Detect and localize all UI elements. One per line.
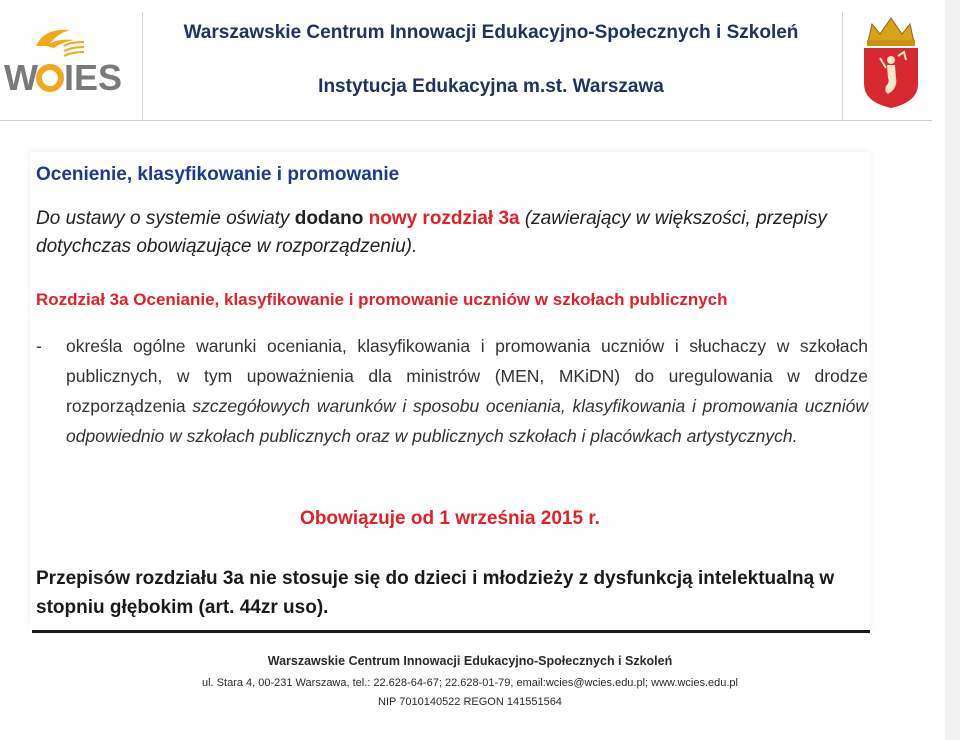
chapter-heading: Rozdział 3a Ocenianie, klasyfikowanie i promowanie uczniów w szkołach publicznych [36, 290, 728, 309]
exemption-note: Przepisów rozdziału 3a nie stosuje się do dzieci i młodzieży z dysfunkcją intelektualną w stopniu głębokim (art. 44zr uso). [36, 568, 835, 618]
footer-divider [32, 630, 870, 633]
bullet-text [66, 331, 868, 451]
bullet-item [36, 331, 868, 451]
section-heading: Ocenienie, klasyfikowanie i promowanie [36, 164, 400, 185]
header-divider-left [142, 12, 143, 120]
bullet-dash: - [36, 336, 42, 356]
intro-part-4: nowy rozdział 3a [368, 208, 520, 229]
bullet-text-italic: szczegółowych warunków i sposobu oceniania, klasyfikowania i promowania uczniów odpowiednio w szkołach publicznych oraz w publicznych szkołach i placówkach artystycznych. [66, 396, 868, 446]
warsaw-coat-of-arms-icon [858, 12, 924, 110]
intro-paragraph [36, 205, 866, 261]
header-divider-bottom [0, 120, 932, 121]
header-title: Warszawskie Centrum Innowacji Edukacyjno-Społecznych i Szkoleń [183, 22, 799, 43]
intro-part-2: ustawy o systemie oświaty [65, 208, 290, 229]
intro-part-1: Do [36, 208, 66, 229]
intro-part-3: dodano [289, 208, 369, 229]
footer-contact: ul. Stara 4, 00-231 Warszawa, tel.: 22.628-64-67; 22.628-01-79, email:wcies@wcies.edu.pl; www.wcies.edu.pl [202, 677, 738, 689]
svg-text:W: W [4, 57, 38, 98]
header-divider-right [842, 12, 843, 120]
svg-text:IES: IES [64, 57, 123, 98]
footer-ids: NIP 7010140522 REGON 141551564 [378, 696, 562, 708]
footer-organization: Warszawskie Centrum Innowacji Edukacyjno-Społecznych i Szkoleń [267, 654, 673, 668]
right-edge-strip [945, 0, 960, 740]
effective-date: Obowiązuje od 1 września 2015 r. [300, 508, 600, 529]
intro-part-5: (zawierający w większości, przepisy dotychczas obowiązujące w rozporządzeniu). [36, 208, 827, 257]
header-subtitle: Instytucja Edukacyjna m.st. Warszawa [318, 76, 664, 97]
bullet-text-plain: określa ogólne warunki oceniania, klasyfikowania i promowania uczniów i słuchaczy w szkołach publicznych, w tym upoważnienia dla ministrów (MEN, MKiDN) do uregulowania w drodze rozporządzenia [66, 336, 868, 416]
wcies-logo [0, 16, 140, 106]
